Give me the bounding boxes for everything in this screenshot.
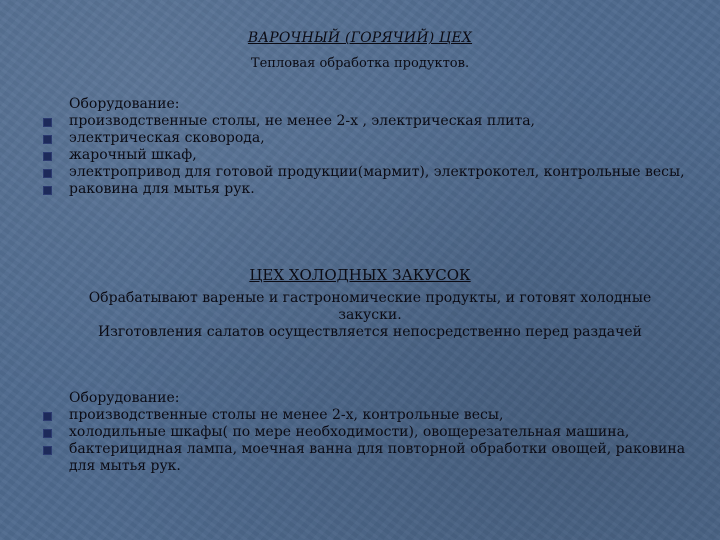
list-item [69,164,699,181]
list-item [69,113,699,130]
bullet-icon [43,135,52,144]
list-item-text: холодильные шкафы( по мере необходимости), овощерезательная машина, [69,424,630,440]
list-item-text: бактерицидная лампа, моечная ванна для повторной обработки овощей, раковина для мытья рук. [69,441,686,474]
bullet-icon [43,186,52,195]
bullet-icon [43,118,52,127]
list-item [69,130,699,147]
list-item-text: электрическая сковорода, [69,130,265,146]
description-line: Обрабатывают вареные и гастрономические продукты, и готовят холодные закуски. [88,290,652,323]
bullet-icon [43,429,52,438]
equipment-list-cold-shop [69,390,699,475]
section-title-cold-shop: ЦЕХ ХОЛОДНЫХ ЗАКУСОК [249,266,471,284]
list-item-text: жарочный шкаф, [69,147,197,163]
section-description [60,290,680,341]
list-item-text: раковина для мытья рук. [69,181,255,197]
list-item-text: электропривод для готовой продукции(мармит), электрокотел, контрольные весы, [69,164,685,180]
bullet-icon [43,152,52,161]
list-item [69,407,699,424]
equipment-list-hot-shop [69,96,699,198]
list-item [69,181,699,198]
slide-title: ВАРОЧНЫЙ (ГОРЯЧИЙ) ЦЕХ [247,30,473,46]
bullet-icon [43,412,52,421]
list-item-text: производственные столы не менее 2-х, контрольные весы, [69,407,504,423]
list-item [69,147,699,164]
description-line: Изготовления салатов осуществляется непосредственно перед раздачей [98,324,642,340]
list-item [69,424,699,441]
list-item-text: производственные столы, не менее 2-х , электрическая плита, [69,113,536,129]
bullet-icon [43,169,52,178]
slide-subtitle: Тепловая обработка продуктов. [250,56,470,71]
equipment-heading: Оборудование: [69,390,180,406]
list-item [69,441,699,475]
bullet-icon [43,446,52,455]
equipment-heading: Оборудование: [69,96,180,112]
